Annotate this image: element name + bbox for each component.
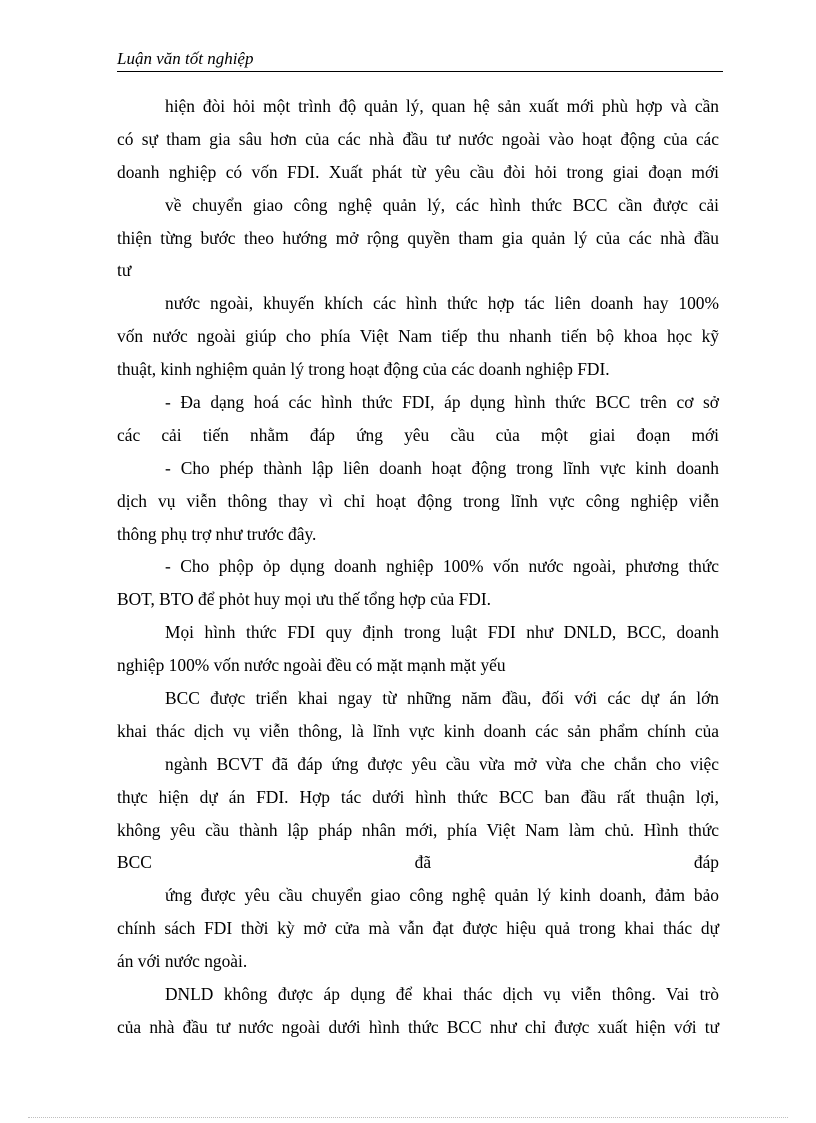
text-line: của nhà đầu tư nước ngoài dưới hình thức BCC như chỉ được xuất hiện với tư [117, 1016, 719, 1037]
text-line: Mọi hình thức FDI quy định trong luật FDI như DNLD, BCC, doanh [165, 622, 719, 643]
text-line: - Cho phép thành lập liên doanh hoạt động trong lĩnh vực kinh doanh [165, 457, 719, 478]
text-line: có sự tham gia sâu hơn của các nhà đầu tư nước ngoài vào hoạt động của các [117, 128, 719, 149]
text-line: - Đa dạng hoá các hình thức FDI, áp dụng hình thức BCC trên cơ sở [165, 392, 719, 413]
text-line: tư [117, 260, 132, 281]
page-header [117, 48, 723, 72]
footer-divider [28, 1117, 788, 1118]
text-line: dịch vụ viễn thông thay vì chỉ hoạt động trong lĩnh vực công nghiệp viễn [117, 490, 719, 511]
text-line: ứng được yêu cầu chuyển giao công nghệ quản lý kinh doanh, đảm bảo [165, 885, 719, 906]
text-line: khai thác dịch vụ viễn thông, là lĩnh vực kinh doanh các sản phẩm chính của [117, 720, 719, 741]
text-line: thông phụ trợ như trước đây. [117, 523, 317, 544]
text-line: BCC được triển khai ngay từ những năm đầu, đối với các dự án lớn [165, 688, 719, 709]
text-line: DNLD không được áp dụng để khai thác dịch vụ viễn thông. Vai trò [165, 984, 719, 1005]
text-line: án với nước ngoài. [117, 951, 248, 972]
text-line: - Cho phộp ỏp dụng doanh nghiệp 100% vốn nước ngoài, phương thức [165, 556, 719, 577]
text-line: BOT, BTO để phỏt huy mọi ưu thế tổng hợp của FDI. [117, 589, 491, 610]
text-line: thiện từng bước theo hướng mở rộng quyền tham gia quản lý của các nhà đầu [117, 227, 719, 248]
text-line: nước ngoài, khuyến khích các hình thức hợp tác liên doanh hay 100% [165, 293, 719, 314]
text-line: thuật, kinh nghiệm quản lý trong hoạt động của các doanh nghiệp FDI. [117, 359, 610, 380]
text-line: BCC đã đáp [117, 852, 719, 873]
text-line: không yêu cầu thành lập pháp nhân mới, phía Việt Nam làm chủ. Hình thức [117, 819, 719, 840]
text-line: ngành BCVT đã đáp ứng được yêu cầu vừa mở vừa che chắn cho việc [165, 753, 719, 774]
text-line: các cải tiến nhằm đáp ứng yêu cầu của một giai đoạn mới [117, 424, 719, 445]
text-line: thực hiện dự án FDI. Hợp tác dưới hình thức BCC ban đầu rất thuận lợi, [117, 786, 719, 807]
text-line: doanh nghiệp có vốn FDI. Xuất phát từ yêu cầu đòi hỏi trong giai đoạn mới [117, 161, 719, 182]
document-body [117, 90, 719, 1044]
text-line: nghiệp 100% vốn nước ngoài đều có mặt mạnh mặt yếu [117, 655, 506, 676]
text-line: chính sách FDI thời kỳ mở cửa mà vẫn đạt được hiệu quả trong khai thác dự [117, 918, 719, 939]
header-title: Luận văn tốt nghiệp [117, 49, 254, 68]
text-line: vốn nước ngoài giúp cho phía Việt Nam tiếp thu nhanh tiến bộ khoa học kỹ [117, 326, 719, 347]
text-line: về chuyển giao công nghệ quản lý, các hình thức BCC cần được cải [165, 194, 719, 215]
text-line: hiện đòi hỏi một trình độ quản lý, quan hệ sản xuất mới phù hợp và cần [165, 96, 719, 116]
